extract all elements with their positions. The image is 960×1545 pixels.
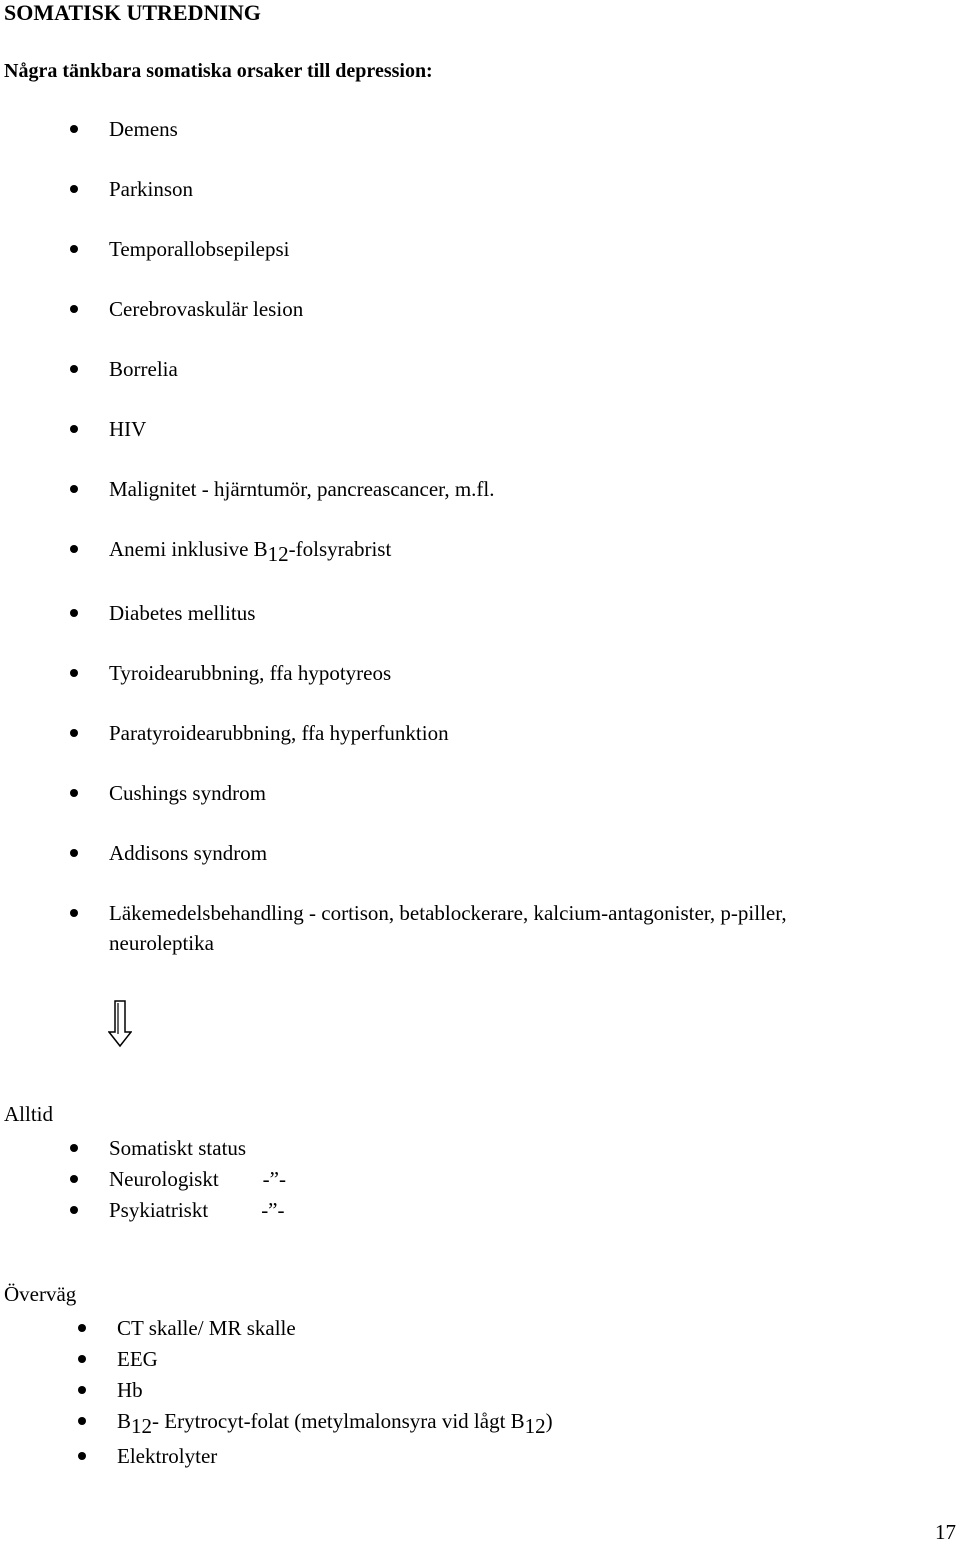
bullet-icon bbox=[70, 1144, 78, 1152]
page-number: 17 bbox=[935, 1520, 956, 1544]
bullet-icon bbox=[70, 245, 78, 253]
bullet-icon bbox=[78, 1324, 86, 1332]
bullet-icon bbox=[70, 1175, 78, 1183]
bullet-icon bbox=[70, 185, 78, 193]
page-title: SOMATISK UTREDNING bbox=[4, 0, 261, 25]
bullet-icon bbox=[70, 425, 78, 433]
bullet-icon bbox=[78, 1452, 86, 1460]
bullet-icon bbox=[70, 909, 78, 917]
bullet-icon bbox=[78, 1417, 86, 1425]
bullet-icon bbox=[70, 125, 78, 133]
bullet-icon bbox=[70, 609, 78, 617]
bullet-icon bbox=[70, 669, 78, 677]
bullet-icon bbox=[70, 305, 78, 313]
bullet-icon bbox=[70, 1206, 78, 1214]
section-subtitle: Några tänkbara somatiska orsaker till depression: bbox=[4, 60, 433, 82]
section-label-overvag: Överväg bbox=[4, 1282, 77, 1306]
bullet-icon bbox=[70, 789, 78, 797]
bullet-icon bbox=[70, 365, 78, 373]
bullet-icon bbox=[70, 849, 78, 857]
bullet-icon bbox=[70, 485, 78, 493]
section-label-alltid: Alltid bbox=[4, 1102, 54, 1126]
bullet-icon bbox=[78, 1355, 86, 1363]
bullet-icon bbox=[70, 545, 78, 553]
bullet-icon bbox=[70, 729, 78, 737]
down-arrow-icon bbox=[108, 1000, 132, 1048]
bullet-icon bbox=[78, 1386, 86, 1394]
